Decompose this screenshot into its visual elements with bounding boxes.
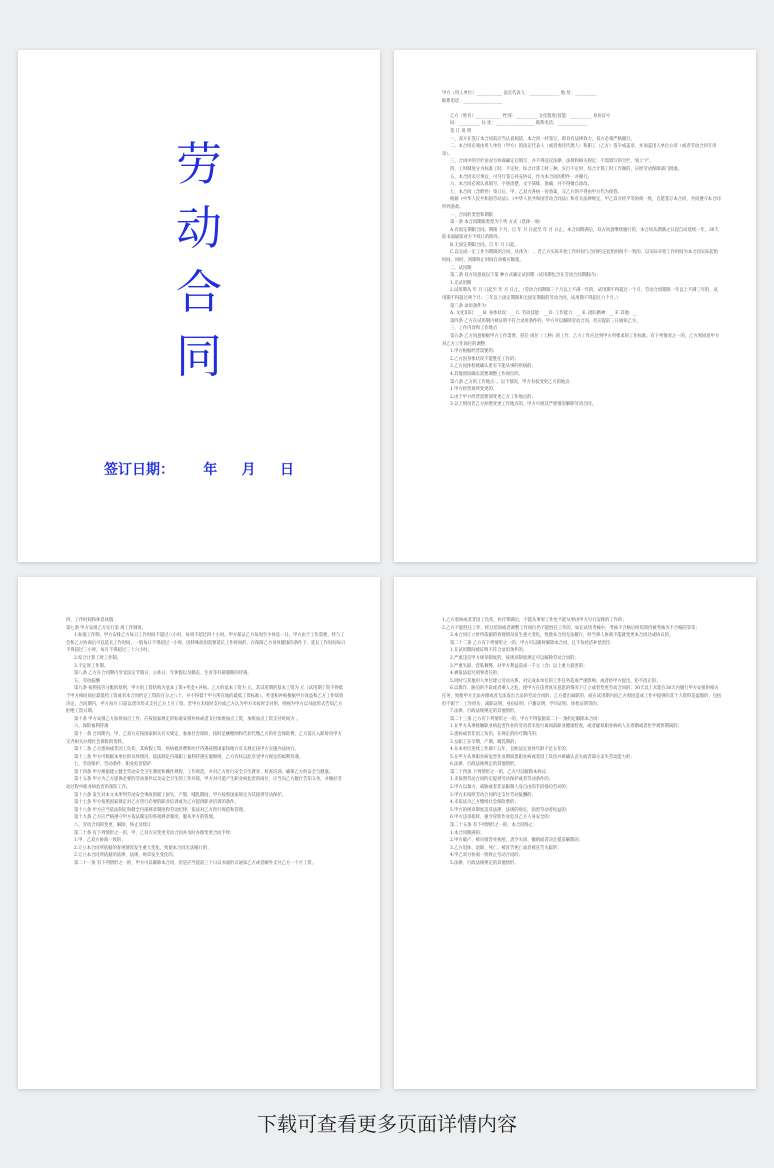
doc-line: 2.乙方不能胜任工作，经过培训或者调整工作岗位仍不能胜任工作的，如在试用考核中，考核不合格后经培训仍被考核为不合格的等等； (442, 625, 700, 631)
doc-line: C.以完成一定工作为期限的合同，具体为： 。若乙方实际开始工作时间与合同约定起始时间不一致的，以实际开始工作时间为本合同实际起始时间，同时，到期终止时间自动相应顺延。 (442, 250, 718, 264)
doc-line: 第八条 乙方在合同期内享受法定节假日、公休日、年休假以及婚丧、生育等有薪假期的待遇。 (74, 671, 252, 677)
doc-line: 1.甲、乙双方协商一致的； (74, 838, 126, 844)
doc-line: 第三条 录用条件为： (450, 303, 491, 309)
doc-line: 4.甲乙双方协商一致终止劳动合同的； (450, 853, 523, 859)
doc-line: 3.女职工在孕期、产期、哺乳期的； (450, 739, 519, 745)
doc-line: 六、保险福利待遇 (74, 724, 109, 730)
contract-page-3 (18, 577, 380, 1089)
doc-line: 3.乙方因体检被确认患有不能从事的疾病的； (450, 364, 536, 370)
doc-line: 6.以欺诈、胁迫的手段或者乘人之危，使甲方在违背真实意思的情况下订立或者变更劳动合同的；30天以上未能在30天内履行甲方安排的相关任务，致使甲方无法办理或者无法发出合法的劳动合同的；乙方提出离职的，或在试用期内因乙方原因造成工作中提供的其个人资料是虚假的，包括但不限于：工作经历、离职证明、身份证明、户籍证明、学历证明、体检证明等的； (442, 686, 722, 707)
doc-line: 第六条 乙方的工作地点：。以下情况，甲方有权变更乙方的地点： (450, 379, 574, 385)
doc-line: 第十条 甲方安排乙方加班加点工作，应按国家规定的标准安排补休或者支付加班加点工资，加班加点工资支付时间为 。 (74, 716, 301, 722)
doc-line: 第二条 双方同意按以下第 种方式确定试用期（试用期包含在劳动合同期限内）： (450, 273, 601, 279)
doc-line: 6.法律、行政法规规定的其他情形。 (450, 762, 519, 768)
doc-line: 四、工作时间和休息休假 (66, 618, 114, 623)
doc-line: 甲方（用人单位）____________ 法定代表人：______________ 地 址：__________ (442, 91, 597, 96)
doc-line: 1.在甲方从事接触职业病危害作业的劳动者未进行离岗前职业健康检查，或者疑似职业病病人在诊断或者医学观察期间的； (450, 724, 682, 730)
doc-line: 5.法律、行政法规规定的其他情形。 (450, 861, 519, 866)
doc-line: 第五条 乙方同意根据甲方工作需要，担任 岗位（工种）的工作，乙方工作应达到甲方所要求的工作标准。有下列情况之一的，乙方须同意甲方对乙方工作岗位的调整： (442, 334, 720, 347)
doc-line: 2.严重违反甲方规章制度的，按规章制度规定可以解除劳动合同的； (450, 655, 579, 661)
doc-line: 第二十二条 乙方有下列情形之一的，甲方可以随时解除本合同，且不负经济补偿责任： (450, 640, 615, 646)
doc-line: 二、本合同必须由用人单位（甲方）的法定代表人（或者委托代理人）和职工（乙方）签字或盖章，并加盖用人单位公章（或者劳动合同专用章）。 (442, 144, 717, 157)
doc-line: 4.未依法为乙方缴纳社会保险费的； (450, 800, 519, 806)
sign-date-day: 日 (280, 462, 294, 478)
doc-line: 联系电话：__________________ (442, 98, 503, 104)
doc-line: 5.甲方的规章制度违反法律、法规的规定，损害劳动者权益的； (450, 807, 571, 813)
doc-line: 第二十条 有下列情形之一的，甲、乙双方应变更劳动合同并及时办理变更合同手续： (74, 830, 235, 836)
doc-line: 第十一条 合同期内，甲、乙双方应按国家相关有关规定，参加社会保险，按时足额缴纳和代扣代缴乙方的社会保险费。乙方需在入职时向甲方交齐相关办理社会保险的资料。 (66, 731, 342, 745)
doc-line: 2.综合计算工时工作制。 (74, 655, 122, 661)
doc-line: 3.本合同订立时所依据的客观情况发生重大变化，致使本合同无法履行，经当事人协商不能就变更本合同达成协议的。 (450, 633, 674, 639)
doc-line: 2.患病或者非因工负伤，在规定的医疗期内的； (450, 731, 541, 737)
doc-line: 五、本合同未尽事宜，可另行签订补充协议，作为本合同的附件一并履行。 (450, 174, 592, 180)
doc-line: 签 订 说 明 (450, 128, 472, 134)
doc-line: 2.订立本合同所依据的客观情况发生重大变化，致使本合同无法履行的； (74, 845, 212, 851)
sign-date (104, 459, 294, 479)
doc-line: 3.订立本合同所依据的法律、法规、规章发生变化的。 (74, 853, 177, 859)
sign-date-month: 月 (241, 462, 256, 478)
doc-line: 第十七条 甲方按照国家规定对乙方进行必要的职业培训或为乙方提供职业培训的条件。 (74, 800, 239, 806)
doc-line: 乙方（姓名）____________ 性别：__________ 文化程度/技能：__________ 身份证号 (450, 113, 611, 119)
doc-line: 2.甲方破产、被吊销营业执照、责令关闭、撤销或者决定提前解散的； (450, 838, 584, 844)
doc-line: 第二十一条 有下列情形之一的，甲方可以解除本合同，但是应当提前三十日以书面形式通知乙方或者额外支付乙方一个月工资。 (74, 861, 316, 866)
doc-line: 第十二条 乙方患病或非因工负伤，其病假工资、疾病救济费和医疗待遇按照国家和地方有关规定按甲方实施办法执行。 (74, 747, 299, 753)
doc-line: 二、试用期 (450, 265, 472, 271)
doc-line: 第二十五条 有下列情形之一的，本合同终止： (450, 823, 538, 829)
doc-line: A. 文化知识：__ B. 身体状况：__ C. 劳动技能：__ D. 工作能力：__ E. 团队精神：__ F. 其他：__ (450, 311, 638, 317)
doc-line: 第十四条 甲方根据建立健全劳动安全卫生制度和操作规程、工作规范，并对乙方进行安全卫生教育、检查培训，确保乙方的安全与健康。 (74, 769, 334, 775)
doc-line: 1.在试用期间被证明不符合录用条件的； (450, 648, 528, 654)
doc-line: 2.试用期从 年 月 日起至 年 月 日止。（劳动合同期限三个月以上不满一年的，试用期不得超过一个月；劳动合同期限一年以上不满三年的，试用期不得超过两个月；三年以上固定期限和无固定期限的劳动合同，试用期不得超过六个月。） (442, 288, 718, 302)
doc-line: 五、劳动报酬 (74, 678, 100, 684)
page-2-text (442, 90, 722, 532)
doc-line: 第二十三条 乙方有下列情形之一的，甲方不得依据第二十一条约定解除本合同： (450, 716, 602, 722)
doc-line: 根据《中华人民共和国劳动法》、《中华人民共和国劳动合同法》和有关法律规定，甲乙双方经平等协商一致，自愿签订本合同，共同遵守本合同所列条款。 (442, 197, 721, 210)
sign-date-label: 签订日期： (104, 462, 174, 478)
download-hint: 下载可查看更多页面详情内容 (257, 1112, 517, 1136)
doc-line: 4.在本单位连续工作满十五年，且距法定退休年龄不足五年的； (450, 747, 571, 753)
doc-line: 第十六条 发生对本文本所列劳动安全事故的职工损失，产假、哺乳期间，甲方按照国家规定为其提供劳动保护。 (74, 792, 286, 798)
contract-page-4 (394, 577, 756, 1089)
doc-line: 第七条 甲方安排乙方实行第 周工作制度。 (66, 625, 147, 631)
doc-line: 六、本合同必须认真填写，字迹清楚、文字简练、准确，并不得擅自涂改。 (450, 182, 592, 188)
doc-line: 八、劳动合同的变更、解除、终止及续订 (74, 823, 152, 829)
doc-line: B.无固定期限合同。自 年 月 日起。 (450, 242, 519, 248)
doc-line: 3.严重失职、营私舞弊，对甲方利益造成一千元（含）以上重大损害的； (450, 663, 588, 669)
doc-line: 码：__________ 住 址：__________________ 联系电话：______________ (450, 121, 588, 127)
doc-line: 3.以上情况若乙方拒绝变更工作地点的，甲方可视其严重情况解除劳动合同。 (450, 402, 596, 408)
doc-line: 第四条 乙方在试用期内被证明不符合录用条件的，甲方可以解除劳动合同，但应提前三日通知乙方。 (450, 318, 641, 324)
doc-line: 5.同时与其他用人单位建立劳动关系，对完成本单位的工作任务造成严重影响，或者经甲方提出，拒不改正的； (450, 678, 661, 684)
title-char: 合 (176, 265, 222, 319)
doc-line: 第十八条 甲方应当依法制定和健全内部规章制度和劳动纪律，依法对乙方进行规范和管理。 (74, 807, 248, 813)
doc-line: 1.标准工作制。甲方安排乙方每日工作时间不超过八小时，每周不超过四十小时。甲方保证乙方每周至少休息一日。甲方由于工作需要，经与工会和乙方协商后可以延长工作时间，一般每日不得超过一小时，因特殊原因需要延长工作时间的，在保障乙方身体健康的条件下，延长工作时间每日不得超过三小时，每月不得超过三十六小时。 (66, 633, 346, 654)
doc-line: 七、劳动保护、劳动条件、职业危害防护 (74, 762, 152, 768)
doc-line: 第一条 本合同期限类型为下列 方式（选择一项） (450, 220, 543, 226)
doc-line: A.有固定期限合同。期限 个月。自 年 月 日起至 年 月 日止。本合同期满后，双方同意继续履行的，本合同从期满之日起自动延续一年，30天前书面通知对方不续订的除外。 (442, 227, 719, 241)
doc-line: 第十三条 甲方可根据本单位的具体情况，依法制定内部职工福利待遇实施细则，乙方有权以此享受甲方规定的福利待遇。 (74, 754, 304, 760)
doc-line: 四、工时制度分为标准工时、不定时、综合计算工时三种。实行不定时、综合计算工时工作制的，应经劳动保障部门批准。 (450, 166, 683, 172)
doc-line: 三、合同中的空栏由双方协商确定后填写，并不得违反法律、法规和相关规定；不需填写的空栏，划上“/”。 (450, 159, 654, 165)
doc-line: 3.乙方退休、退职、死亡、被宣告死亡或者被宣告失踪的； (450, 845, 562, 851)
title-char: 动 (176, 201, 222, 255)
cover-title (18, 132, 380, 388)
cover-page (18, 50, 380, 562)
doc-line: 1.无试用期 (450, 280, 472, 286)
doc-line: 4.被依法追究刑事责任的； (450, 671, 502, 677)
doc-line: 第二十四条 下列情形之一的，乙方可以解除本协议： (450, 769, 551, 775)
doc-line: 1.甲方根据经营需要的； (450, 349, 498, 355)
page-4-text (442, 617, 722, 1059)
doc-line: 4.其他原因确实需要调整工作岗位的。 (450, 371, 523, 377)
doc-line: 1.未按照劳动合同约定提供劳动保护或者劳动条件的； (450, 777, 553, 783)
doc-line: 第十五条 甲方为乙方提供必要的劳动条件以及安全卫生的工作环境，甲方对可能产生职业病危害的岗位，应当向乙方履行告知义务，并做好劳动过程中职业病危害的预防工作。 (66, 777, 342, 791)
doc-line: 1.本合同期满的； (450, 830, 485, 836)
doc-line: 2.乙方因身体状况不能胜任工作的； (450, 356, 519, 362)
doc-line: 第九条 按照按劳分配的原则，甲方的工资结构为基本工资+奖金+补贴。乙方的基本工资为 元，其试用期的基本工资为 元（试用期工资不得低于甲方相同岗位最低档工资或者本合同约定工资的百分之八十，并不得低于甲方所在地的最低工资标准）。奖金和补贴根据甲方效益和乙方工作绩效决定。合同期内，甲方每月 日前以货币形式支付乙方上月工资，若甲方未按时支付或乙方认为甲方未按时支付的，则视为甲方以书面形式告知乙方拒绝工资日期。 (66, 686, 344, 715)
page-3-text (66, 617, 346, 1059)
doc-line: 一、合同的类型和期限 (450, 212, 493, 218)
title-char: 同 (176, 329, 222, 383)
doc-line: 一、双方在签订本合同前应当认真阅读，本合同一经签订，即具有法律效力，双方必须严格履行。 (450, 136, 635, 142)
doc-line: 1.乙方患病或者非因工负伤，医疗期满后，不能从事原工作也不能从事由甲方另行安排的工作的； (442, 618, 627, 623)
doc-line: 5.在甲方从事职业病危害作业期间患职业病或者因工负伤并被确认丧失或者部分丧失劳动能力的； (450, 754, 635, 760)
doc-line: 第十九条 乙方应严格遵守甲方依法制定的各项规章制度，服从甲方的管理。 (74, 815, 218, 821)
title-char: 劳 (176, 137, 222, 191)
doc-line: 2.由于甲方经营需要须变更乙方工作地点的； (450, 394, 536, 400)
doc-line: 2.甲方以暴力、威胁或者非法限制人身自由的手段强迫劳动的； (450, 785, 571, 791)
doc-line: 6.甲方违章指挥、强令冒险作业危及乙方人身安全的； (450, 815, 553, 821)
sign-date-year: 年 (203, 462, 218, 478)
contract-page-2 (394, 50, 756, 562)
doc-line (442, 105, 722, 113)
doc-line: 三、工作内容和工作地点 (450, 326, 498, 332)
doc-line: 七、本合同（含附件）签订后，甲、乙双方各执一份备案，交乙方的不得由甲方代为保管。 (450, 189, 622, 195)
doc-line: 3.不定时工作制。 (74, 663, 109, 669)
doc-line: 3.甲方未按照劳动合同约定支付劳动报酬的； (450, 792, 536, 798)
doc-line: 1.甲方经营场所变更的； (450, 387, 498, 393)
doc-line: 7.法律、行政法规规定的其他情形。 (450, 709, 519, 715)
